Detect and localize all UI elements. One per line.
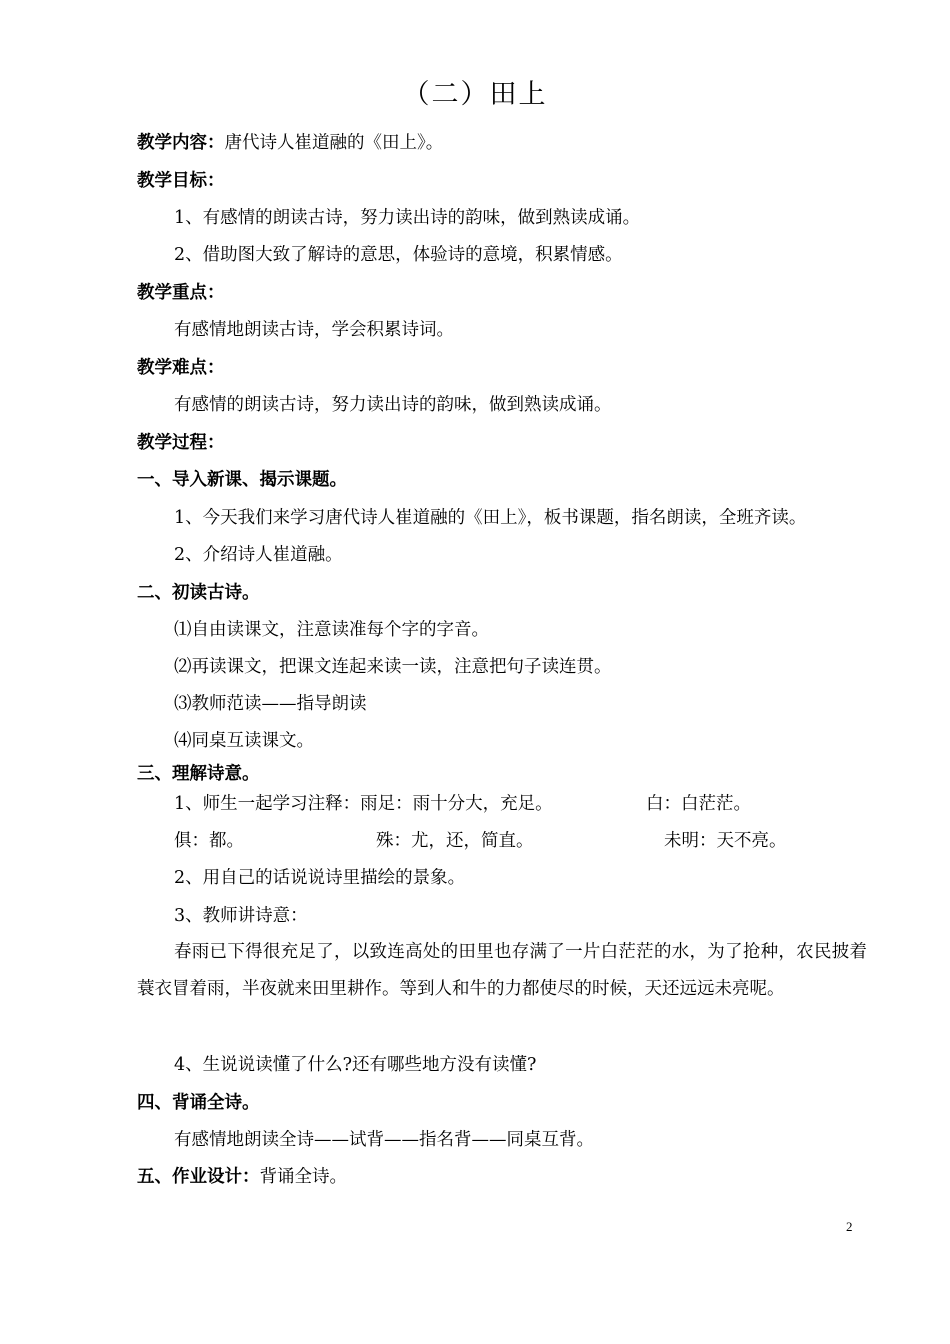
section-5-line xyxy=(137,1165,347,1189)
section-2-item-3: ⑶教师范读——指导朗读 xyxy=(174,694,367,714)
page-title: （二）田上 xyxy=(402,79,548,110)
section-1-heading: 一、导入新课、揭示课题。 xyxy=(137,470,347,490)
section-5-text: 背诵全诗。 xyxy=(259,1167,347,1187)
section-2-item-4: ⑷同桌互读课文。 xyxy=(174,731,314,751)
section-2-item-1: ⑴自由读课文，注意读准每个字的字音。 xyxy=(174,620,489,640)
content-line xyxy=(137,131,443,155)
process-label: 教学过程： xyxy=(137,433,225,453)
section-3-item-3: 3、教师讲诗意： xyxy=(174,906,308,926)
section-3-note-shu: 殊：尤，还，简直。 xyxy=(376,831,534,851)
section-3-item-4: 4、生说说读懂了什么?还有哪些地方没有读懂? xyxy=(174,1055,537,1075)
section-3-note-ju: 俱：都。 xyxy=(174,831,244,851)
section-1-item-1: 1、今天我们来学习唐代诗人崔道融的《田上》，板书课题，指名朗读，全班齐读。 xyxy=(174,508,807,528)
section-1-item-2: 2、介绍诗人崔道融。 xyxy=(174,545,343,565)
key-points-text: 有感情地朗读古诗，学会积累诗词。 xyxy=(174,320,454,340)
key-points-label: 教学重点： xyxy=(137,283,225,303)
section-4-heading: 四、背诵全诗。 xyxy=(137,1093,260,1113)
section-3-note-line1: 1、师生一起学习注释：雨足：雨十分大，充足。 xyxy=(174,794,553,814)
goal-item-1: 1、有感情的朗读古诗，努力读出诗的韵味，做到熟读成诵。 xyxy=(174,208,641,228)
section-2-item-2: ⑵再读课文，把课文连起来读一读，注意把句子读连贯。 xyxy=(174,657,612,677)
difficulties-text: 有感情的朗读古诗，努力读出诗的韵味，做到熟读成诵。 xyxy=(174,395,612,415)
goals-label: 教学目标： xyxy=(137,171,225,191)
section-3-note-weiming: 未明：天不亮。 xyxy=(664,831,787,851)
content-label: 教学内容： xyxy=(137,133,225,153)
section-5-heading: 五、作业设计： xyxy=(137,1167,260,1187)
section-3-item-2: 2、用自己的话说说诗里描绘的景象。 xyxy=(174,868,466,888)
page-number: 2 xyxy=(846,1219,853,1234)
section-3-paragraph: 春雨已下得很充足了，以致连高处的田里也存满了一片白茫茫的水，为了抢种，农民披着蓑衣冒着雨，半夜就来田里耕作。等到人和牛的力都使尽的时候，天还远远未亮呢。 xyxy=(137,942,867,999)
section-3-note-bai: 白：白茫茫。 xyxy=(646,794,751,814)
section-2-heading: 二、初读古诗。 xyxy=(137,583,260,603)
section-4-text: 有感情地朗读全诗——试背——指名背——同桌互背。 xyxy=(174,1130,594,1150)
difficulties-label: 教学难点： xyxy=(137,358,225,378)
section-3-heading: 三、理解诗意。 xyxy=(137,764,260,784)
goal-item-2: 2、借助图大致了解诗的意思，体验诗的意境，积累情感。 xyxy=(174,245,623,265)
content-text: 唐代诗人崔道融的《田上》。 xyxy=(224,133,444,153)
